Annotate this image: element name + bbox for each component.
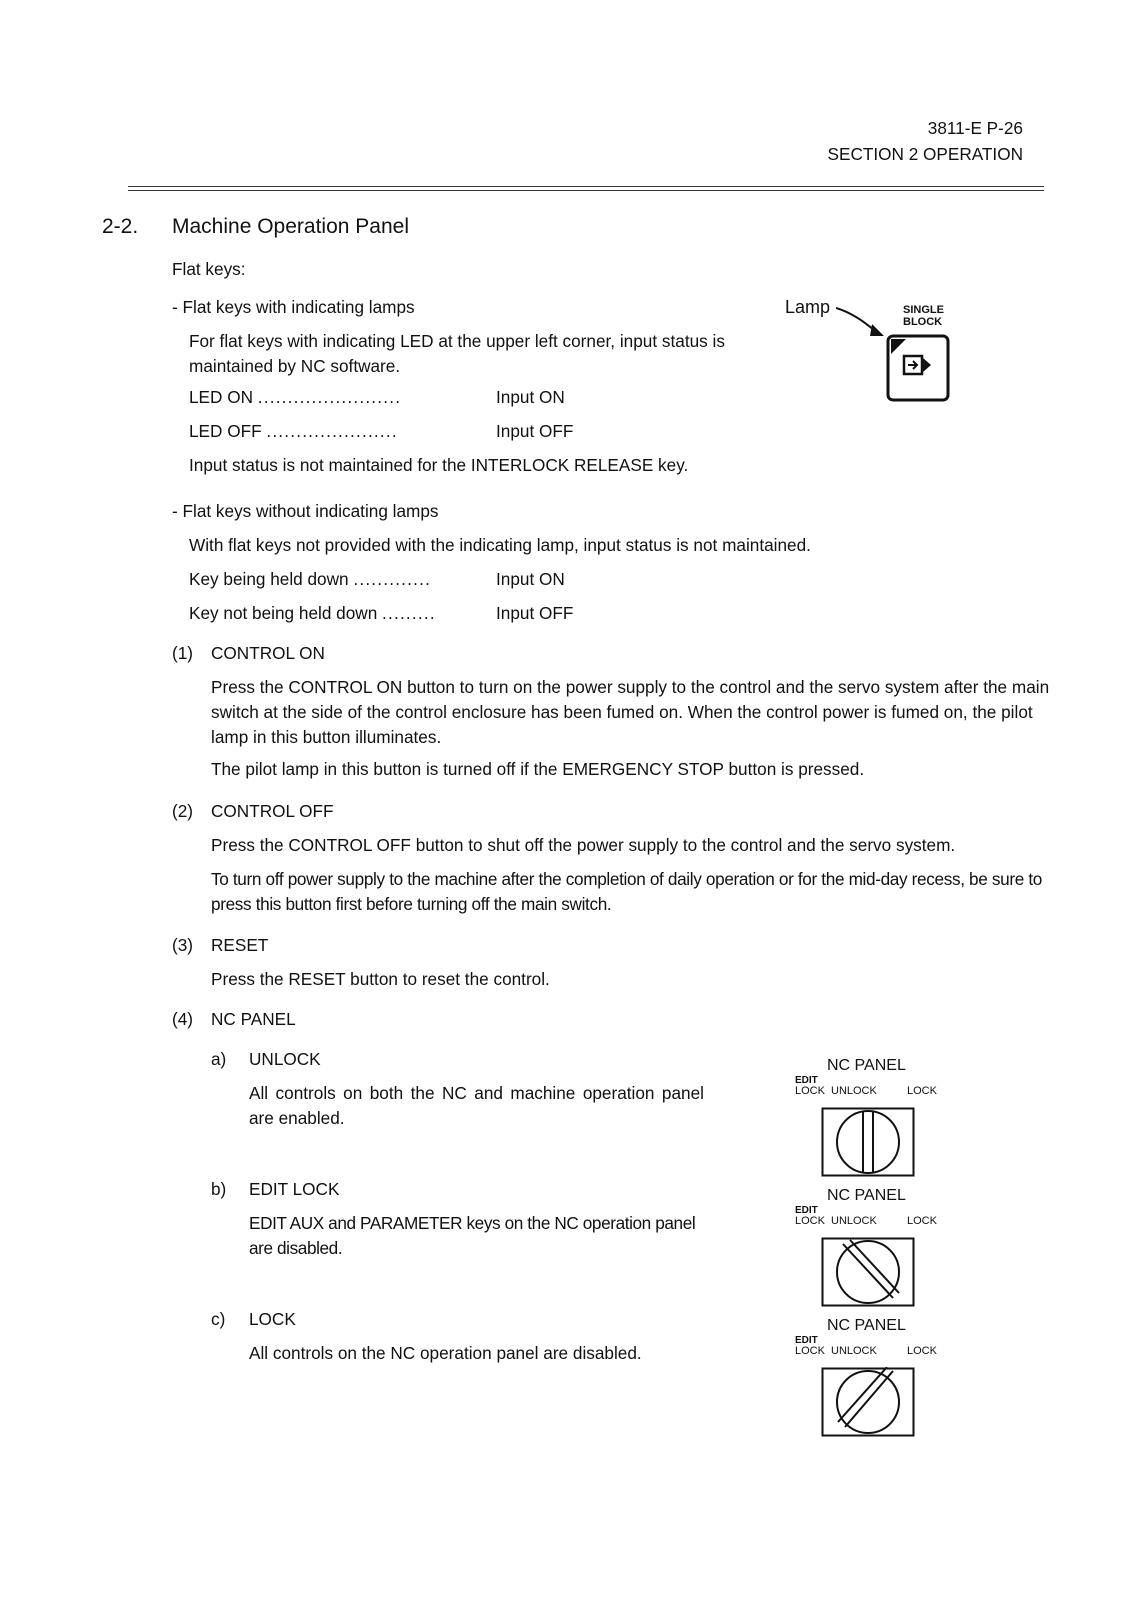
key-label-block: BLOCK	[903, 316, 943, 328]
header-rule-top	[128, 186, 1044, 187]
key-switch-lock-icon	[821, 1367, 915, 1437]
lock-right-label: LOCK	[907, 1215, 937, 1227]
item-number: (3)	[172, 935, 194, 955]
bullet-with-lamps: - Flat keys with indicating lamps	[172, 297, 415, 317]
not-held-down-label: Key not being held down	[189, 603, 378, 623]
nc-panel-figure-title: NC PANEL	[827, 1187, 906, 1204]
nc-panel-figure-title: NC PANEL	[827, 1317, 906, 1334]
item-number: (2)	[172, 801, 194, 821]
interlock-note: Input status is not maintained for the INTERLOCK RELEASE key.	[189, 455, 689, 475]
header-rule-bottom	[128, 190, 1044, 191]
led-off-value: Input OFF	[496, 421, 574, 441]
mode-letter: b)	[211, 1179, 227, 1199]
mode-description-edit-lock: EDIT AUX and PARAMETER keys on the NC operation panel are disabled.	[249, 1213, 696, 1258]
single-block-key-icon	[836, 306, 956, 406]
led-on-label: LED ON	[189, 387, 253, 407]
control-on-paragraph-2: The pilot lamp in this button is turned off if the EMERGENCY STOP button is pressed.	[211, 759, 865, 779]
edit-label: EDIT	[795, 1075, 818, 1086]
key-switch-unlock-icon	[821, 1107, 915, 1177]
led-off-row	[189, 421, 398, 442]
mode-letter: c)	[211, 1309, 226, 1329]
edit-label: EDIT	[795, 1335, 818, 1346]
lock-right-label: LOCK	[907, 1345, 937, 1357]
mode-description-unlock: All controls on both the NC and machine operation panel are enabled.	[249, 1083, 704, 1128]
control-on-paragraph-1: Press the CONTROL ON button to turn on the power supply to the control and the servo system after the main switch at the side of the control enclosure has been fumed on. When the control power is fumed on, the pilot lamp in this button illuminates.	[211, 677, 1050, 747]
item-title-nc-panel: NC PANEL	[211, 1009, 296, 1029]
lock-label: LOCK	[795, 1085, 825, 1097]
unlock-label: UNLOCK	[831, 1215, 877, 1227]
header-section: SECTION 2 OPERATION	[827, 144, 1023, 164]
mode-title-unlock: UNLOCK	[249, 1049, 321, 1069]
reset-paragraph: Press the RESET button to reset the control.	[211, 969, 550, 989]
nc-panel-figure-unlock	[795, 1057, 955, 1177]
mode-title-edit-lock: EDIT LOCK	[249, 1179, 340, 1199]
without-lamps-description: With flat keys not provided with the indicating lamp, input status is not maintained.	[189, 535, 811, 555]
item-title-control-off: CONTROL OFF	[211, 801, 334, 821]
lock-label: LOCK	[795, 1345, 825, 1357]
led-off-label: LED OFF	[189, 421, 262, 441]
item-number: (1)	[172, 643, 194, 663]
key-switch-edit-lock-icon	[821, 1237, 915, 1307]
held-down-row	[189, 569, 431, 590]
mode-letter: a)	[211, 1049, 227, 1069]
flat-keys-heading: Flat keys:	[172, 259, 246, 279]
section-title: Machine Operation Panel	[172, 215, 409, 238]
control-off-paragraph-2: To turn off power supply to the machine after the completion of daily operation or for the mid-day recess, be sure to press this button first before turning off the main switch.	[211, 869, 1042, 914]
section-number: 2-2.	[102, 215, 139, 238]
led-on-value: Input ON	[496, 387, 565, 407]
header-doc-page: 3811-E P-26	[927, 118, 1023, 138]
held-down-value: Input ON	[496, 569, 565, 589]
key-label-single: SINGLE	[903, 304, 944, 316]
edit-label: EDIT	[795, 1205, 818, 1216]
nc-panel-figure-title: NC PANEL	[827, 1057, 906, 1074]
led-on-row	[189, 387, 401, 408]
lock-right-label: LOCK	[907, 1085, 937, 1097]
nc-panel-figure-lock	[795, 1317, 955, 1437]
item-number: (4)	[172, 1009, 194, 1029]
unlock-label: UNLOCK	[831, 1345, 877, 1357]
unlock-label: UNLOCK	[831, 1085, 877, 1097]
item-title-control-on: CONTROL ON	[211, 643, 325, 663]
leader-dots: .............	[353, 569, 432, 589]
mode-description-lock: All controls on the NC operation panel are disabled.	[249, 1343, 642, 1363]
leader-dots: .........	[382, 603, 436, 623]
nc-panel-figure-edit-lock	[795, 1187, 955, 1307]
item-title-reset: RESET	[211, 935, 269, 955]
lamp-label: Lamp	[785, 297, 831, 317]
held-down-label: Key being held down	[189, 569, 349, 589]
with-lamps-description: For flat keys with indicating LED at the upper left corner, input status is maintained by NC software.	[189, 331, 725, 376]
leader-dots: ........................	[257, 387, 402, 407]
leader-dots: ......................	[266, 421, 398, 441]
not-held-down-value: Input OFF	[496, 603, 574, 623]
mode-title-lock: LOCK	[249, 1309, 296, 1329]
bullet-without-lamps: - Flat keys without indicating lamps	[172, 501, 439, 521]
control-off-paragraph-1: Press the CONTROL OFF button to shut off the power supply to the control and the servo system.	[211, 835, 956, 855]
not-held-down-row	[189, 603, 436, 624]
lock-label: LOCK	[795, 1215, 825, 1227]
